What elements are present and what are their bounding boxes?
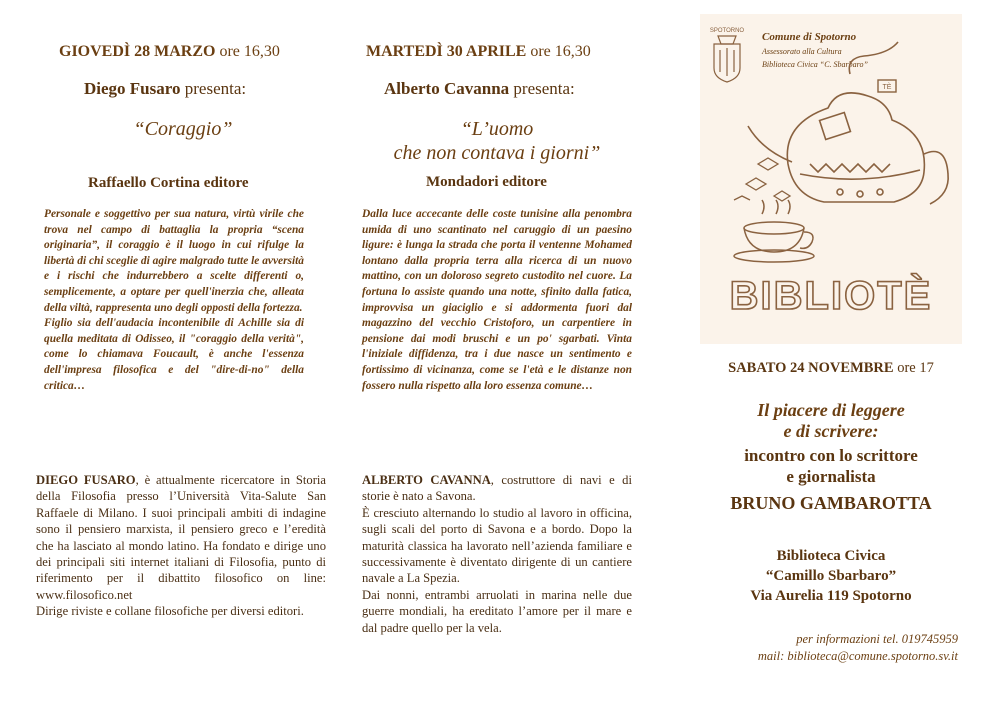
event2-date-day: MARTEDÌ 30 APRILE — [366, 43, 527, 60]
event1-book-title: “Coraggio” — [133, 118, 233, 140]
event3-subtitle-line1: incontro con lo scrittore — [744, 446, 918, 465]
event1-date-time: ore 16,30 — [219, 43, 280, 60]
flying-books-icon — [734, 158, 790, 201]
event1-presenter-name: Diego Fusaro — [84, 79, 181, 98]
venue-line1: Biblioteca Civica — [776, 548, 886, 564]
event2-abstract: Dalla luce accecante delle coste tunisine alla penombra umida di uno scantinato nel caruggio di un paesino ligure: è lunga la strada che porta il ventenne Mohamed lontano dalla propria terra alla ricerca di un nuovo mattino, con un doloroso segreto custodito nel cuore. La fortuna lo assiste quando una notte, sfinito dalla fatica, improvvisa un giaciglio e si addormenta fuori dal magazzino del vecchio Cristoforo, un carpentiere in pensione dai modi bruschi e un po' sgarbati. Vinta l'iniziale diffidenza, tra i due nasce un sentimento e fortissimo di vicinanza, come se l'età e le distanze non fossero nulla rispetto alla loro essenza comune… — [362, 208, 632, 392]
event1-abstract: Personale e soggettivo per sua natura, virtù virile che trova nel campo di battaglia la propria “scena originaria”, il coraggio è il luogo in cui rifulge la libertà di chi sceglie di agire malgrado tutte le avversità e i rischi che indurrebbero a scelte differenti o, semplicemente, a optare per quell'inerzia che, alleata della viltà, rappresenta uno degli opposti della fortezza. Figlio sia dell'audacia incontenibile di Achille sia di quella meditata di Odisseo, il "coraggio della verità", come lo chiamava Foucault, è anche l'essenza dell'impresa filosofica e del "dire-di-no" della critica… — [44, 208, 304, 392]
event2-presenter-suffix: presenta: — [513, 79, 575, 98]
event2-bio-text: , costruttore di navi e di storie è nato a Savona. È cresciuto alternando lo studio al lavoro in officina, sugli scali del porto di Savona e a bordo. Dopo la maturità classica ha lavorato nell’azienda familiare e successivamente è diventato dirigente di un cantiere navale a La Spezia. Dai nonni, entrambi arruolati in marina nelle due guerre mondiali, ha ereditato l’amore per il mare e dal padre quello per la vela. — [362, 473, 632, 635]
event2-book-title-line1: “L’uomo — [460, 118, 534, 140]
venue-line3: Via Aurelia 119 Spotorno — [750, 588, 912, 604]
event1-bio-name: DIEGO FUSARO — [36, 473, 136, 487]
event2-presenter-name: Alberto Cavanna — [384, 79, 510, 98]
event2-presenter — [384, 79, 575, 99]
event3-subtitle-line2: e giornalista — [786, 467, 876, 486]
event1-date-day: GIOVEDÌ 28 MARZO — [59, 43, 216, 60]
assessorato-label: Assessorato alla Cultura — [762, 47, 842, 56]
event2-book-title — [362, 117, 632, 165]
event1-publisher: Raffaello Cortina editore — [88, 175, 249, 191]
event2-date — [366, 43, 591, 61]
event3-date — [700, 360, 962, 377]
event3-date-day: SABATO 24 NOVEMBRE — [728, 360, 894, 376]
contact-email[interactable]: mail: biblioteca@comune.spotorno.sv.it — [757, 649, 958, 663]
event2-book-title-line2: che non contava i giorni” — [393, 142, 601, 164]
event3-author: BRUNO GAMBAROTTA — [730, 493, 932, 513]
town-label: SPOTORNO — [709, 28, 745, 34]
event2-bio — [362, 472, 632, 636]
event3-title-line1: Il piacere di leggere — [757, 400, 905, 420]
event3-subtitle — [700, 445, 962, 487]
biblioteca-label: Biblioteca Civica “C. Sbarbaro” — [762, 60, 868, 69]
event1-bio-text: , è attualmente ricercatore in Storia della Filosofia presso l’Università Vita-Salute San Raffaele di Milano. I suoi principali ambiti di indagine sono il pensiero marxista, il pensiero greco e l’eredità che ha lasciato al mondo latino. Ha fondato e dirige uno dei principali siti internet italiani di Filosofia, punto di riferimento per il dibattito filosofico on line: www.filosofico.net Dirige riviste e collane filosofiche per diversi editori. — [36, 473, 326, 619]
tea-tag-label: TÈ — [882, 84, 892, 91]
event2-publisher: Mondadori editore — [426, 174, 547, 190]
event3-title — [700, 400, 962, 442]
venue-line2: “Camillo Sbarbaro” — [765, 568, 897, 584]
teacup-icon — [734, 200, 814, 262]
coat-of-arms-icon — [714, 36, 740, 82]
contact-phone: per informazioni tel. 019745959 — [796, 632, 958, 646]
event1-bio — [36, 472, 326, 620]
illustration-panel — [700, 14, 962, 344]
event1-presenter-suffix: presenta: — [184, 79, 247, 98]
event3-title-line2: e di scrivere: — [783, 421, 879, 441]
bibliote-illustration — [700, 14, 962, 344]
event3-date-time: ore 17 — [897, 360, 934, 376]
event2-date-time: ore 16,30 — [530, 43, 591, 60]
event2-bio-name: ALBERTO CAVANNA — [362, 473, 491, 487]
bibliote-logo-text: BIBLIOTÈ — [729, 274, 933, 318]
comune-name: Comune di Spotorno — [762, 31, 857, 43]
event1-presenter — [84, 79, 246, 99]
event1-date — [59, 43, 280, 61]
